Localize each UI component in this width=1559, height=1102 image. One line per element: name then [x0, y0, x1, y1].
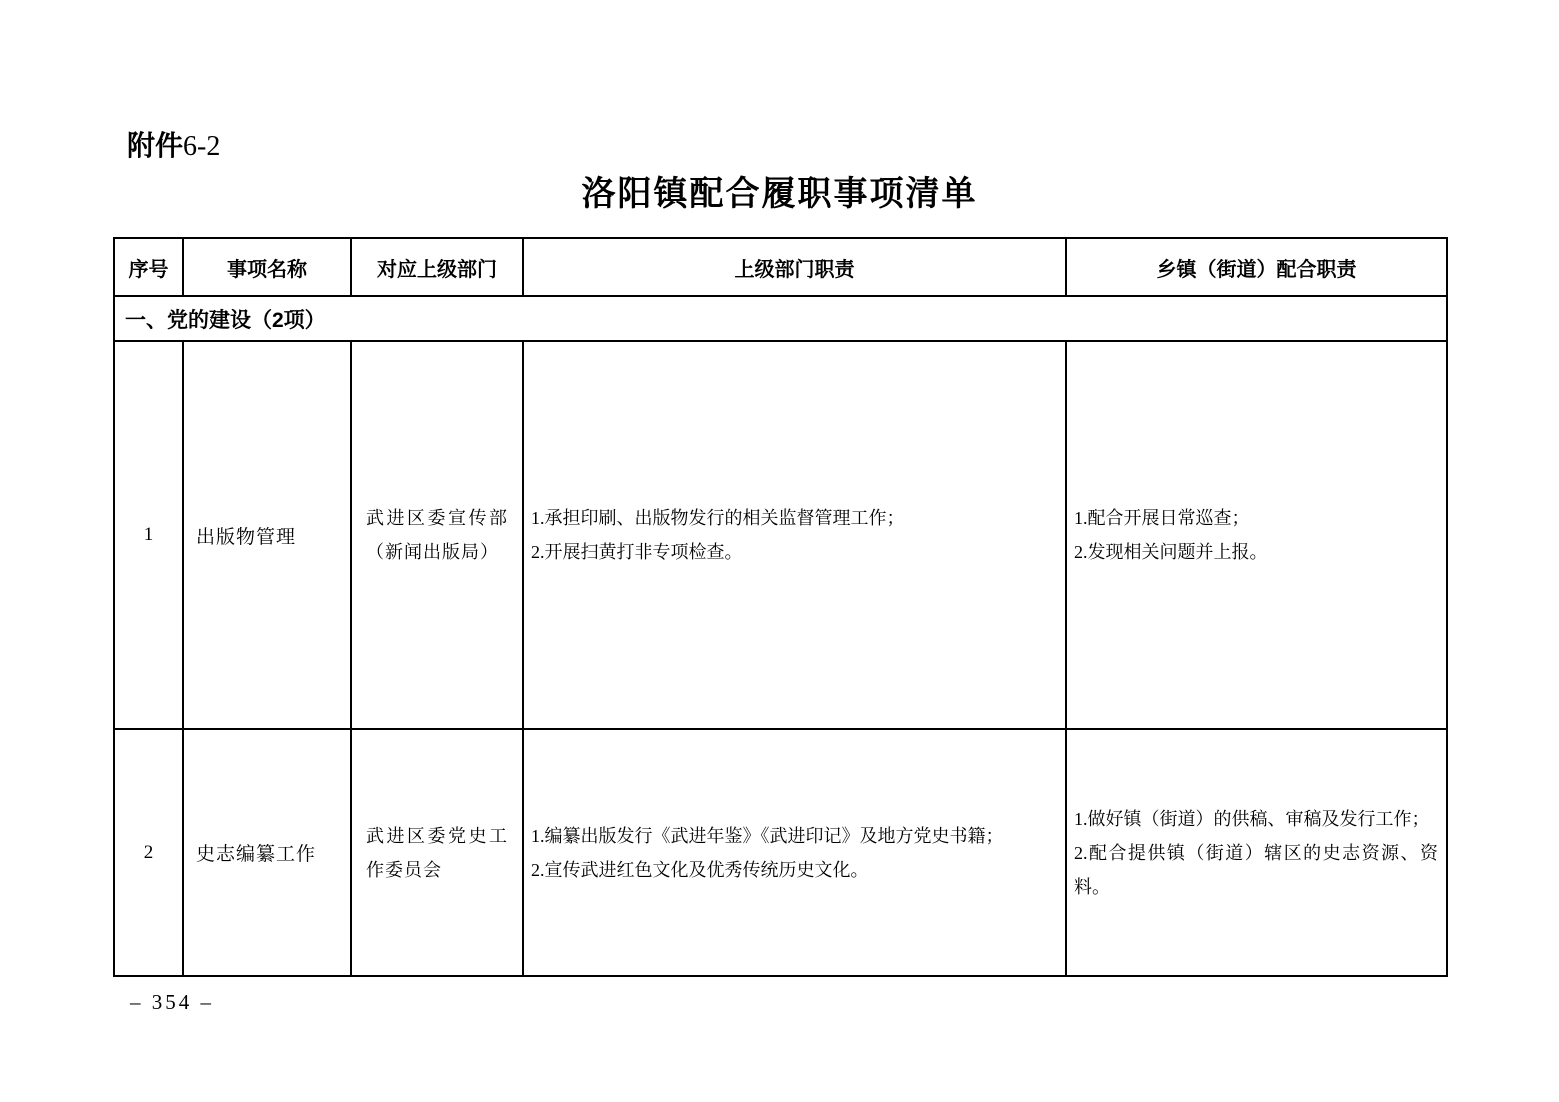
- col-header-superior-duties: 上级部门职责: [523, 238, 1066, 296]
- col-header-serial: 序号: [114, 238, 183, 296]
- duty-item: 1.做好镇（街道）的供稿、审稿及发行工作；: [1074, 808, 1430, 829]
- duty-item: 2.宣传武进红色文化及优秀传统历史文化。: [531, 859, 869, 880]
- duties-table: [113, 237, 1448, 977]
- page-title: 洛阳镇配合履职事项清单: [581, 175, 978, 213]
- section-header: 一、党的建设（2项）: [114, 296, 1447, 341]
- duty-item: 1.配合开展日常巡查；: [1074, 508, 1250, 528]
- table-header-row: [114, 238, 1447, 296]
- cell-superior-dept: [351, 729, 523, 976]
- duty-item: 2.开展扫黄打非专项检查。: [531, 542, 743, 562]
- duty-item: 1.承担印刷、出版物发行的相关监督管理工作；: [531, 508, 905, 528]
- table-row: [114, 729, 1447, 976]
- cell-superior-dept: [351, 341, 523, 729]
- table-row: [114, 341, 1447, 729]
- cell-town-duties: [1066, 341, 1447, 729]
- cell-item-name: 史志编纂工作: [183, 729, 351, 976]
- dept-text: 武进区委党史工作委员会: [366, 825, 508, 880]
- attachment-number: 6-2: [183, 131, 221, 162]
- cell-town-duties: [1066, 729, 1447, 976]
- section-row: [114, 296, 1447, 341]
- duty-item: 1.编纂出版发行《武进年鉴》《武进印记》及地方党史书籍；: [531, 825, 1004, 846]
- cell-item-name: 出版物管理: [183, 341, 351, 729]
- page-number: – 354 –: [130, 990, 214, 1014]
- attachment-label: [127, 128, 220, 165]
- cell-serial: 1: [114, 341, 183, 729]
- duty-item: 2.发现相关问题并上报。: [1074, 542, 1268, 562]
- col-header-town-duties: 乡镇（街道）配合职责: [1066, 238, 1447, 296]
- duty-item: 2.配合提供镇（街道）辖区的史志资源、资料。: [1074, 842, 1438, 897]
- col-header-superior-dept: 对应上级部门: [351, 238, 523, 296]
- dept-text: 武进区委宣传部（新闻出版局）: [366, 508, 508, 562]
- cell-serial: 2: [114, 729, 183, 976]
- attachment-label-cn: 附件: [127, 130, 184, 161]
- cell-superior-duties: [523, 729, 1066, 976]
- col-header-item-name: 事项名称: [183, 238, 351, 296]
- cell-superior-duties: [523, 341, 1066, 729]
